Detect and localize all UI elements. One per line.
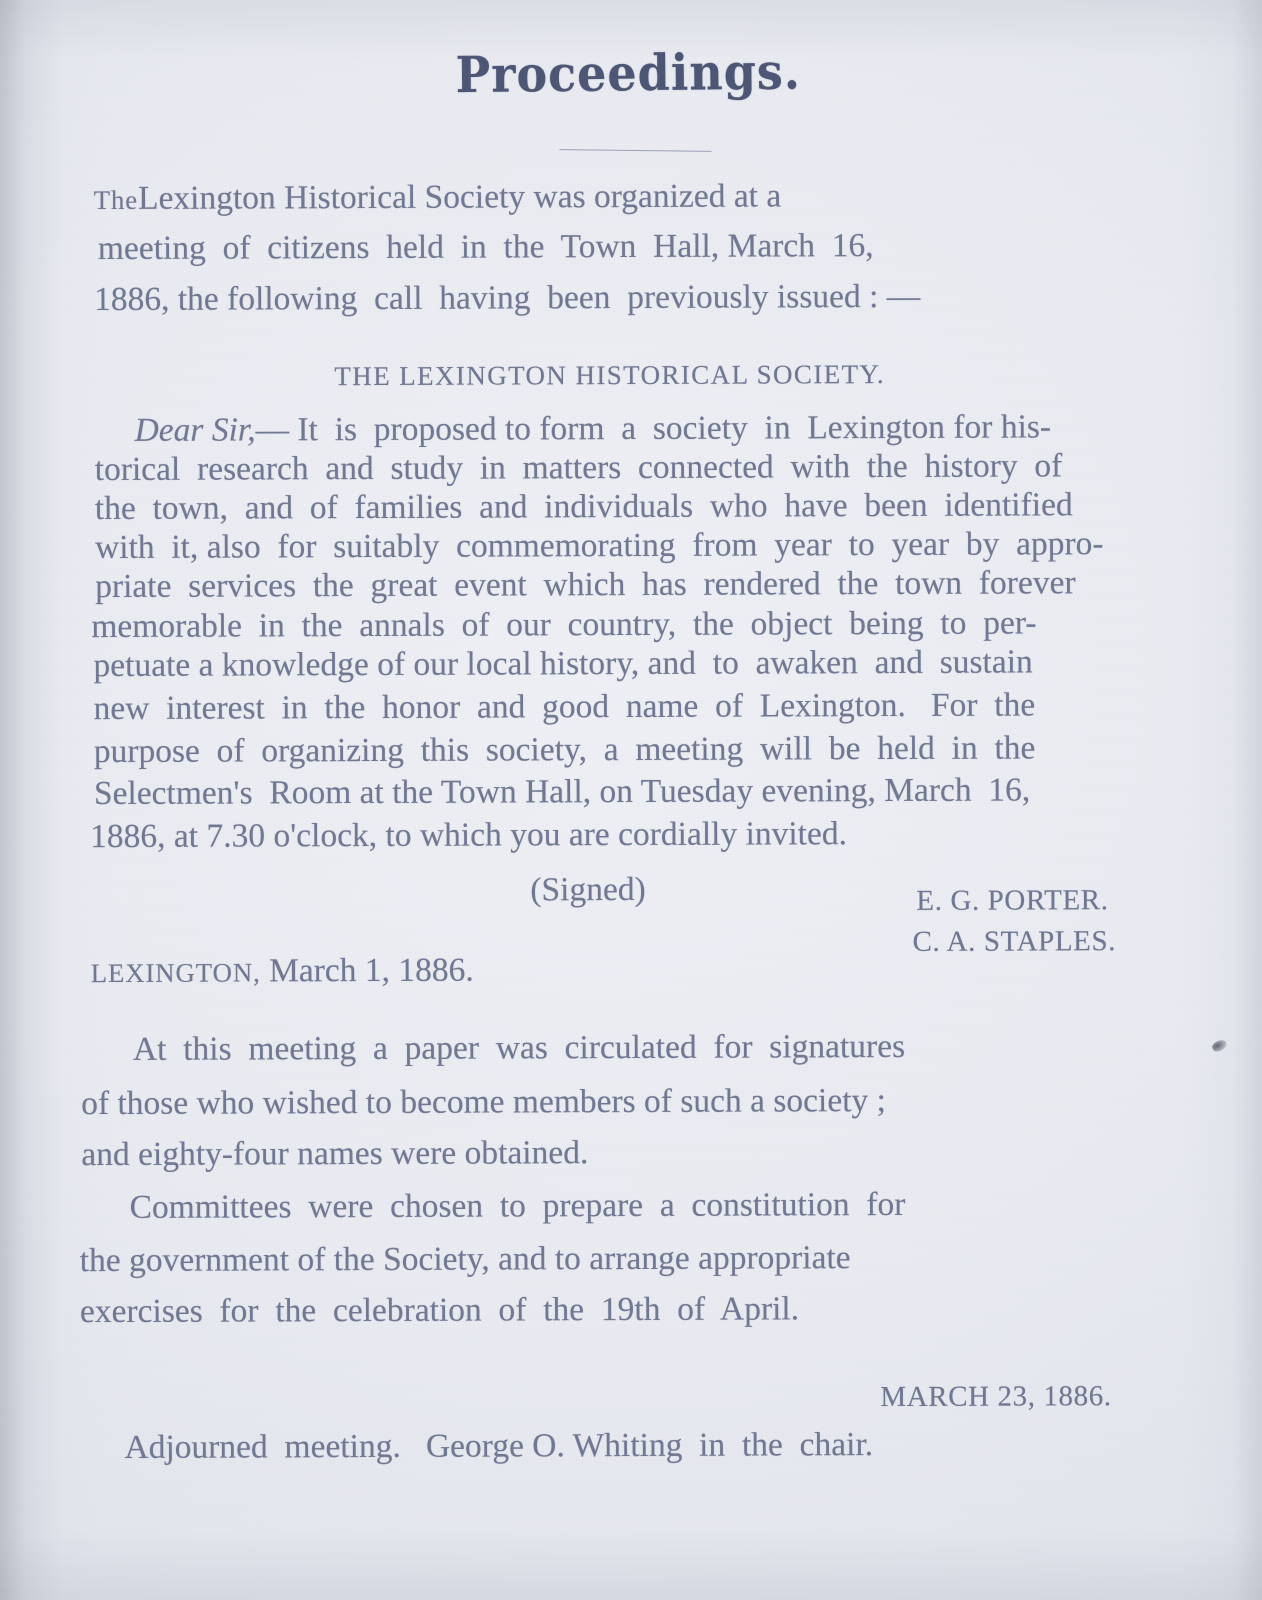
- signed-label: (Signed): [530, 870, 646, 909]
- letter-body-line-10: Selectmen's Room at the Town Hall, on Tuesday evening, March 16,: [93, 771, 1031, 813]
- intro-line-1: [94, 179, 782, 215]
- committees-line-1: Committees were chosen to prepare a constitution for: [129, 1185, 906, 1226]
- adjourned-date: MARCH 23, 1886.: [880, 1380, 1112, 1414]
- dateline-place: LEXINGTON,: [90, 957, 261, 989]
- committees-line-3: exercises for the celebration of the 19th of April.: [79, 1290, 800, 1331]
- letter-body-line-3: the town, and of families and individuals who have been identified: [94, 486, 1073, 528]
- paper-circulated-line-3: and eighty-four names were obtained.: [81, 1134, 589, 1174]
- letter-body-line-5: priate services the great event which has rendered the town forever: [95, 564, 1076, 606]
- intro-line-3: 1886, the following call having been previously issued : —: [94, 277, 921, 319]
- letter-body-line-2: torical research and study in matters connected with the history of: [94, 447, 1063, 489]
- signatory-staples: C. A. STAPLES.: [912, 925, 1117, 958]
- letter-heading: THE LEXINGTON HISTORICAL SOCIETY.: [334, 359, 886, 392]
- intro-line-2: meeting of citizens held in the Town Hall, March 16,: [97, 227, 874, 268]
- letter-body-line-4: with it, also for suitably commemorating from year to year by appro-: [94, 525, 1104, 567]
- intro-line-1-text: Lexington Historical Society was organized at a: [137, 177, 782, 217]
- paper-blemish-speck: [1210, 1038, 1228, 1054]
- letter-body-line-9: purpose of organizing this society, a meeting will be held in the: [93, 729, 1036, 771]
- paper-circulated-line-2: of those who wished to become members of such a society ;: [81, 1082, 886, 1123]
- paper-circulated-line-1: At this meeting a paper was circulated for signatures: [132, 1027, 906, 1068]
- letter-body-line-7: petuate a knowledge of our local history, and to awaken and sustain: [93, 643, 1033, 685]
- title-rule-divider: [560, 149, 712, 152]
- adjourned-meeting-line: Adjourned meeting. George O. Whiting in the chair.: [124, 1426, 874, 1466]
- signatory-porter: E. G. PORTER.: [916, 884, 1109, 917]
- dateline-date: March 1, 1886.: [260, 951, 474, 990]
- letter-salutation: Dear Sir,: [134, 411, 256, 449]
- intro-lead-smallcaps: The: [93, 184, 139, 216]
- page-title: Proceedings.: [455, 42, 802, 104]
- letter-body-line-1: [135, 410, 1052, 447]
- letter-body-line-8: new interest in the honor and good name of Lexington. For the: [93, 686, 1036, 728]
- letter-dateline: [90, 951, 474, 990]
- committees-line-2: the government of the Society, and to arrange appropriate: [79, 1239, 851, 1280]
- letter-body-line-6: memorable in the annals of our country, the object being to per-: [91, 604, 1037, 646]
- letter-body-line-11: 1886, at 7.30 o'clock, to which you are cordially invited.: [90, 815, 848, 856]
- letter-body-line-1-text: — It is proposed to form a society in Lexington for his-: [255, 408, 1052, 449]
